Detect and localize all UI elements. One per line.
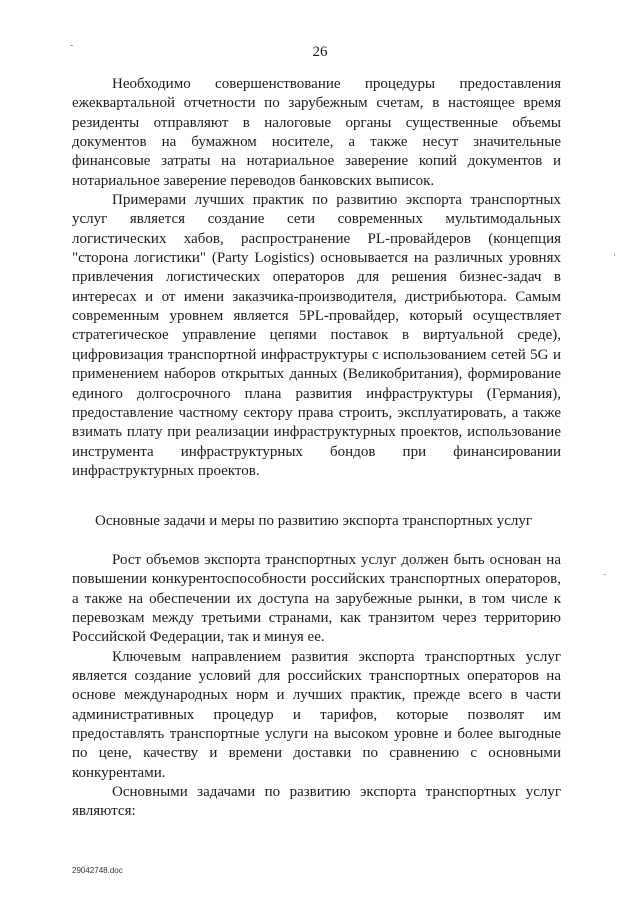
scan-mark-right-lower <box>604 574 606 575</box>
page-number: 26 <box>312 44 328 60</box>
scan-mark-top-left <box>70 45 73 46</box>
section-2-body <box>72 551 561 822</box>
paragraph-key-direction: Ключевым направлением развития экспорта транспортных услуг является создание условий для российских транспортных операторов на основе международных норм и лучших практик, прежде всего в части административных процедур и тарифов, которые позволят им предоставлять транспортные услуги на высоком уровне и более выгодные по цене, качеству и времени доставки по сравнению с основными конкурентами. <box>72 648 561 781</box>
paragraph-best-practices: Примерами лучших практик по развитию экспорта транспортных услуг является создание сети современных мультимодальных логистических хабов, распространение PL-провайдеров (концепция "сторона логистики" (Party Logistics) основывается на различных уровнях привлечения логистических операторов для решения бизнес-задач в интересах и от имени заказчика-производителя, дистрибьютора. Самым современным уровнем является 5PL-провайдер, который осуществляет стратегическое управление цепями поставок в виртуальной среде), цифровизация транспортной инфраструктуры с использованием сетей 5G и применением наборов открытых данных (Великобритания), формирование единого долгосрочного плана развития инфраструктуры (Германия), предоставление частному сектору права строить, эксплуатировать, а также взимать плату при реализации инфраструктурных проектов, использование инструмента инфраструктурных бондов при финансировании инфраструктурных проектов. <box>72 192 561 479</box>
paragraph-export-growth: Рост объемов экспорта транспортных услуг должен быть основан на повышении конкурентоспособности российских транспортных операторов, а также на обеспечении их доступа на зарубежные рынки, в том числе к перевозкам между третьими странами, как транзитом через территорию Российской Федерации, так и минуя ее. <box>72 552 561 646</box>
document-filename: 29042748.doc <box>72 866 123 875</box>
paragraph-reporting: Необходимо совершенствование процедуры предоставления ежеквартальной отчетности по зарубежным счетам, в настоящее время резиденты отправляют в налоговые органы существенные объемы документов на бумажном носителе, а также несут значительные финансовые затраты на нотариальное заверение копий документов и нотариальное заверение переводов банковских выписок. <box>72 76 561 189</box>
paragraph-main-tasks: Основными задачами по развитию экспорта транспортных услуг являются: <box>72 784 561 820</box>
section-heading: Основные задачи и меры по развитию экспорта транспортных услуг <box>95 513 533 529</box>
scan-mark-right-upper <box>614 254 615 256</box>
section-1-body <box>72 75 561 481</box>
